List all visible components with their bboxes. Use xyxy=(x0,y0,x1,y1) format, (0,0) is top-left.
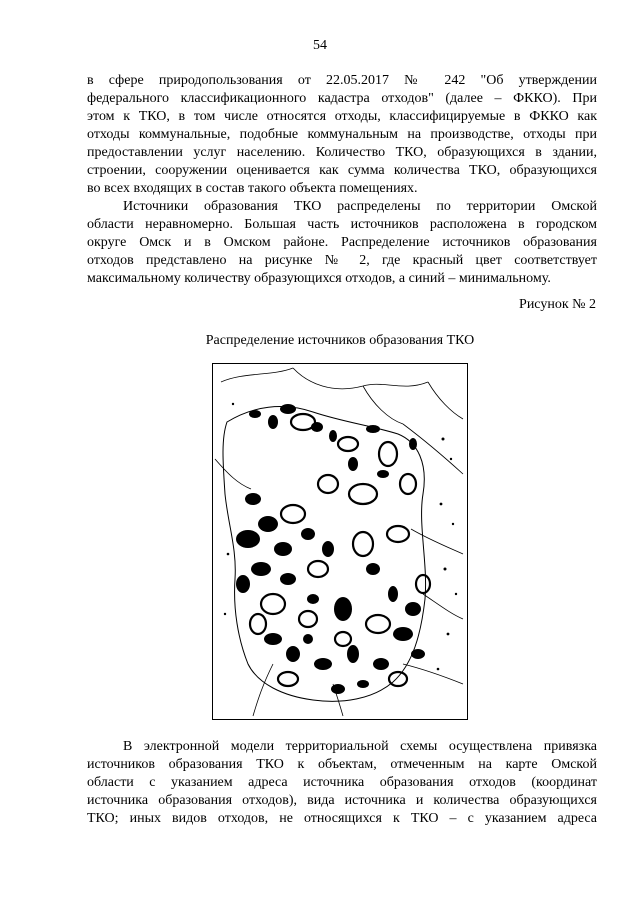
paragraph-line: предоставлении услуг населению. Количество ТКО, образующихся в здании, xyxy=(87,145,597,160)
figure-label: Рисунок № 2 xyxy=(519,297,596,312)
figure-caption: Распределение источников образования ТКО xyxy=(205,333,475,348)
page-number: 54 xyxy=(313,38,327,53)
paragraph-line: В электронной модели территориальной схемы осуществлена привязка xyxy=(123,739,597,754)
paragraph-line: строении, сооружении оценивается как сумма количества ТКО, образующихся xyxy=(87,163,597,178)
paragraph-line: области с указанием адреса источника образования отходов (координат xyxy=(87,775,597,790)
paragraph-3 xyxy=(87,738,597,828)
paragraph-line: округе Омск и в Омском районе. Распределение источников образования xyxy=(87,235,597,250)
paragraph-line: федерального классификационного кадастра отходов" (далее – ФККО). При xyxy=(87,91,597,106)
map-svg xyxy=(213,364,466,718)
paragraph-line: источника образования отходов), вида источника и количества образующихся xyxy=(87,793,597,808)
paragraph-line: во всех входящих в состав такого объекта помещениях. xyxy=(87,181,418,196)
paragraph-line: ТКО; иных видов отходов, не относящихся к ТКО – с указанием адреса xyxy=(87,811,597,826)
paragraph-1 xyxy=(87,72,597,198)
map-figure xyxy=(212,363,468,720)
paragraph-line: отходы коммунальные, подобные коммунальным на производстве, отходы при xyxy=(87,127,597,142)
paragraph-line: этом к ТКО, в том числе относятся отходы, классифицируемые в ФККО как xyxy=(87,109,597,124)
paragraph-line: отходов представлено на рисунке № 2, где красный цвет соответствует xyxy=(87,253,597,268)
paragraph-line: источников образования ТКО к объектам, отмеченным на карте Омской xyxy=(87,757,597,772)
paragraph-line: Источники образования ТКО распределены по территории Омской xyxy=(123,199,597,214)
paragraph-line: области неравномерно. Большая часть источников расположена в городском xyxy=(87,217,597,232)
paragraph-line: в сфере природопользования от 22.05.2017 № 242 "Об утверждении xyxy=(87,73,597,88)
paragraph-2 xyxy=(87,198,597,288)
paragraph-line: максимальному количеству образующихся отходов, а синий – минимальному. xyxy=(87,271,551,286)
